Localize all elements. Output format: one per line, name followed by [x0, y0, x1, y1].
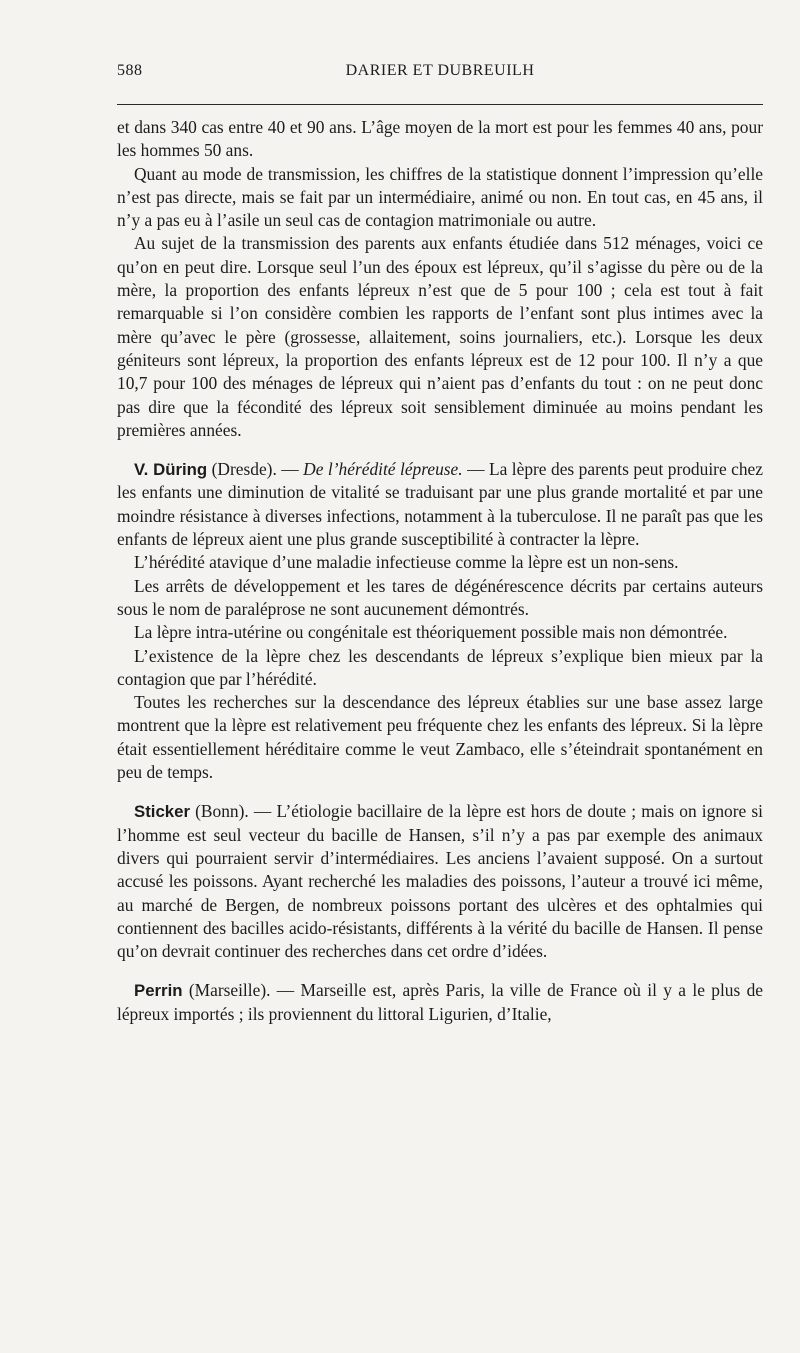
work-title: De l’hérédité lépreuse. — [303, 459, 463, 480]
entry-text: — La lèpre des parents peut produire chez les enfants une diminution de vitalité se traduisant par une plus grande mortalité et par une moindre résistance à diverses infections, notamment à la tuberculose. Il ne paraît pas que les enfants de lépreux aient une plus grande susceptibilité à contracter la lèpre. — [117, 459, 763, 550]
author-name: Perrin — [134, 981, 183, 1001]
page-number: 588 — [117, 62, 143, 79]
body-text — [117, 116, 763, 1026]
sticker-entry — [117, 800, 763, 963]
paragraph: L’hérédité atavique d’une maladie infectieuse comme la lèpre est un non-sens. — [134, 552, 679, 573]
during-entry — [117, 458, 763, 551]
page-header — [117, 62, 763, 90]
entry-text: (Marseille). — Marseille est, après Paris, la ville de France où il y a le plus de lépreux importés ; ils proviennent du littoral Ligurien, d’Italie, — [117, 980, 763, 1024]
author-name: V. Düring — [134, 460, 208, 480]
paragraph: Quant au mode de transmission, les chiffres de la statistique donnent l’impression qu’elle n’est pas directe, mais se fait par un intermédiaire, animé ou non. En tout cas, en 45 ans, il n’y a pas eu à l’asile un seul cas de contagion matrimoniale ou autre. — [117, 163, 763, 231]
header-rule — [117, 104, 763, 105]
paragraph: Au sujet de la transmission des parents aux enfants étudiée dans 512 ménages, voici ce qu’on en peut dire. Lorsque seul l’un des époux est lépreux, qu’il s’agisse du père ou de la mère, la proportion des enfants lépreux n’est que de 5 pour 100 ; cela est tout à fait remarquable si l’on considère combien les rapports de l’enfant sont plus intimes avec la mère qu’avec le père (grossesse, allaitement, soins journaliers, etc.). Lorsque les deux géniteurs sont lépreux, la proportion des enfants lépreux est de 12 pour 100. Il n’y a que 10,7 pour 100 des ménages de lépreux qui n’aient pas d’enfants du tout : on ne peut donc pas dire que la fécondité des lépreux soit sensiblement diminuée au moins pendant les premières années. — [117, 233, 763, 440]
paragraph: et dans 340 cas entre 40 et 90 ans. L’âge moyen de la mort est pour les femmes 40 ans, pour les hommes 50 ans. — [117, 117, 763, 161]
entry-text: (Bonn). — L’étiologie bacillaire de la lèpre est hors de doute ; mais on ignore si l’homme est seul vecteur du bacille de Hansen, s’il n’y a pas par exemple des animaux divers qui pourraient servir d’intermédiaires. Les anciens l’avaient supposé. On a surtout accusé les poissons. Ayant recherché les maladies des poissons, l’auteur a trouvé ici même, au marché de Bergen, de nombreux poissons portant des ulcères et des ophtalmies qui contiennent des bacilles acido-résistants, différents à la vérité du bacille de Hansen. Il pense qu’on devrait continuer des recherches dans cet ordre d’idées. — [117, 801, 763, 962]
author-name: Sticker — [134, 802, 190, 822]
perrin-entry — [117, 979, 763, 1026]
paragraph: Les arrêts de développement et les tares de dégénérescence décrits par certains auteurs sous le nom de paraléprose ne sont aucunement démontrés. — [117, 575, 763, 619]
paragraph: La lèpre intra-utérine ou congénitale est théoriquement possible mais non démontrée. — [134, 622, 728, 643]
author-place: (Dresde). — — [207, 459, 304, 480]
paragraph: L’existence de la lèpre chez les descendants de lépreux s’explique bien mieux par la contagion que par l’hérédité. — [117, 645, 763, 689]
running-title: DARIER ET DUBREUILH — [345, 62, 535, 79]
paragraph: Toutes les recherches sur la descendance des lépreux établies sur une base assez large montrent que la lèpre est relativement peu fréquente chez les enfants des lépreux. Si la lèpre était essentiellement héréditaire comme le veut Zambaco, elle s’éteindrait spontanément en peu de temps. — [117, 692, 763, 783]
